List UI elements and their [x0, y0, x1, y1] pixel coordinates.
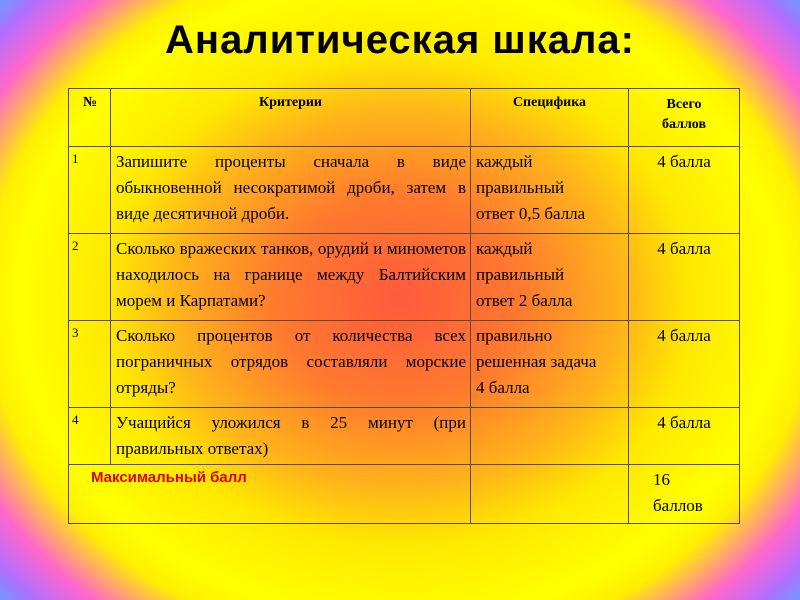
table-row [69, 234, 740, 321]
max-score-label: Максимальный балл [69, 465, 471, 524]
row-criteria: Сколько процентов от количества всех пограничных отрядов составляли морские отряды? [111, 321, 471, 408]
max-score-total [629, 465, 740, 524]
spec-line: ответ 0,5 балла [476, 204, 586, 223]
row-criteria: Сколько вражеских танков, орудий и минометов находилось на границе между Балтийским морем и Карпатами? [111, 234, 471, 321]
max-score-row [69, 465, 740, 524]
row-number: 4 [69, 408, 111, 465]
row-number: 1 [69, 147, 111, 234]
page-title: Аналитическая шкала: [165, 18, 635, 62]
table-row [69, 408, 740, 465]
header-total-points [629, 89, 740, 147]
analytic-scale-table [68, 88, 740, 524]
row-specifics [471, 147, 629, 234]
spec-line: правильный [476, 265, 565, 284]
table-row [69, 321, 740, 408]
spec-line: 4 балла [476, 378, 530, 397]
row-criteria: Учащийся уложился в 25 минут (при правильных ответах) [111, 408, 471, 465]
spec-line: каждый [476, 239, 533, 258]
header-total-line2: баллов [661, 117, 707, 132]
row-number: 2 [69, 234, 111, 321]
table-header-row [69, 89, 740, 147]
row-points: 4 балла [629, 408, 740, 465]
max-total-line1: 16 [653, 470, 670, 489]
spec-line: правильно [476, 326, 553, 345]
row-specifics [471, 234, 629, 321]
max-score-specifics [471, 465, 629, 524]
spec-line: решенная задача [476, 352, 597, 371]
row-number: 3 [69, 321, 111, 408]
max-total-line2: баллов [653, 496, 703, 515]
spec-line: ответ 2 балла [476, 291, 573, 310]
header-total-line1: Всего [666, 97, 702, 112]
row-points: 4 балла [629, 147, 740, 234]
row-specifics [471, 321, 629, 408]
row-points: 4 балла [629, 321, 740, 408]
header-specifics: Специфика [471, 89, 629, 147]
table-row [69, 147, 740, 234]
spec-line: каждый [476, 152, 533, 171]
spec-line: правильный [476, 178, 565, 197]
header-number: № [69, 89, 111, 147]
row-criteria: Запишите проценты сначала в виде обыкновенной несократимой дроби, затем в виде десятичной дроби. [111, 147, 471, 234]
header-criteria: Критерии [111, 89, 471, 147]
row-points: 4 балла [629, 234, 740, 321]
row-specifics [471, 408, 629, 465]
